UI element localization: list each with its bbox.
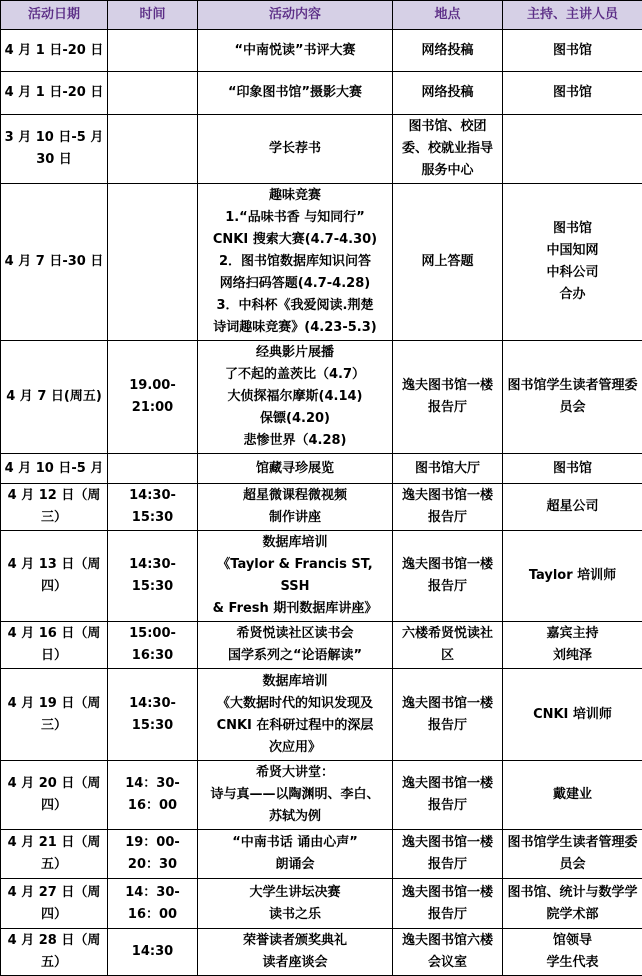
date-cell: 4 月 1 日-20 日 [1,30,108,72]
host-cell [503,30,642,72]
host-line: 中国知网 [506,240,639,262]
content-line: 趣味竞赛 [201,185,389,207]
content-line: 朗诵会 [201,854,389,876]
place-line: 逸夫图书馆一楼报告厅 [396,882,499,926]
content-line: 希贤悦读社区读书会 [201,623,389,645]
content-line: “中南悦读”书评大赛 [201,40,389,62]
place-cell [393,622,503,669]
table-row [1,115,642,184]
host-cell [503,761,642,830]
host-line: 图书馆 [506,40,639,62]
host-cell [503,72,642,115]
time-cell [108,30,198,72]
time-cell [108,115,198,184]
host-line: 嘉宾主持 [506,623,639,645]
place-cell [393,929,503,976]
content-line: 3．中科杯《我爱阅读.荆楚 [201,295,389,317]
content-line: 诗与真——以陶渊明、李白、 [201,784,389,806]
time-cell: 14:30 [108,929,198,976]
place-line: 图书馆、校团委、校就业指导服务中心 [396,116,499,182]
place-cell [393,830,503,879]
content-line: 大侦探福尔摩斯(4.14) [201,386,389,408]
place-line: 网络投稿 [396,82,499,104]
host-line: 戴建业 [506,784,639,806]
content-cell [198,341,393,454]
content-line: 馆藏寻珍展览 [201,458,389,480]
host-line: 图书馆学生读者管理委员会 [506,832,639,876]
date-cell: 4 月 7 日-30 日 [1,184,108,341]
host-cell [503,115,642,184]
content-line: 经典影片展播 [201,342,389,364]
table-row [1,929,642,976]
host-cell [503,531,642,622]
place-line: 逸夫图书馆一楼报告厅 [396,485,499,529]
host-cell [503,484,642,531]
place-cell [393,484,503,531]
place-line: 逸夫图书馆一楼报告厅 [396,375,499,419]
content-line: & Fresh 期刊数据库讲座》 [201,598,389,620]
content-line: 苏轼为例 [201,806,389,828]
host-cell [503,454,642,484]
table-row [1,531,642,622]
content-cell [198,484,393,531]
time-cell: 14：30-16：00 [108,879,198,929]
content-cell [198,184,393,341]
date-cell: 4 月 12 日（周三） [1,484,108,531]
place-cell [393,669,503,761]
time-cell [108,454,198,484]
content-cell [198,669,393,761]
place-cell [393,184,503,341]
content-cell [198,879,393,929]
place-cell [393,531,503,622]
place-cell [393,115,503,184]
place-line: 六楼希贤悦读社区 [396,623,499,667]
place-cell [393,761,503,830]
host-cell [503,184,642,341]
content-line: 数据库培训 [201,532,389,554]
content-line: “印象图书馆”摄影大赛 [201,82,389,104]
place-line: 逸夫图书馆一楼报告厅 [396,554,499,598]
content-cell [198,72,393,115]
content-cell [198,115,393,184]
header-date: 活动日期 [1,1,108,30]
header-time: 时间 [108,1,198,30]
content-line: 《大数据时代的知识发现及 [201,693,389,715]
place-line: 逸夫图书馆一楼报告厅 [396,693,499,737]
content-line: 次应用》 [201,737,389,759]
date-cell: 3 月 10 日-5 月 30 日 [1,115,108,184]
time-cell: 14:30-15:30 [108,531,198,622]
host-cell [503,341,642,454]
host-line: 图书馆 [506,82,639,104]
content-line: 国学系列之“论语解读” [201,645,389,667]
host-line: 馆领导 [506,930,639,952]
date-cell: 4 月 19 日（周三） [1,669,108,761]
table-body [1,30,642,976]
table-row [1,830,642,879]
content-cell [198,830,393,879]
place-line: 逸夫图书馆六楼会议室 [396,930,499,974]
host-cell [503,879,642,929]
place-line: 逸夫图书馆一楼报告厅 [396,832,499,876]
host-line: 图书馆、统计与数学学院学术部 [506,882,639,926]
host-cell [503,622,642,669]
place-cell [393,72,503,115]
place-cell [393,879,503,929]
place-cell [393,30,503,72]
header-content: 活动内容 [198,1,393,30]
content-line: 大学生讲坛决赛 [201,882,389,904]
date-cell: 4 月 21 日（周五） [1,830,108,879]
content-line: 了不起的盖茨比（4.7） [201,364,389,386]
host-line: 刘纯泽 [506,645,639,667]
content-line: 超星微课程微视频 [201,485,389,507]
table-row [1,454,642,484]
table-row [1,30,642,72]
content-line: 保镖(4.20) [201,408,389,430]
content-line: 诗词趣味竞赛》(4.23-5.3) [201,317,389,339]
table-row [1,484,642,531]
date-cell: 4 月 7 日(周五) [1,341,108,454]
header-place: 地点 [393,1,503,30]
header-host: 主持、主讲人员 [503,1,642,30]
table-row [1,622,642,669]
content-line: CNKI 搜索大赛(4.7-4.30) [201,229,389,251]
date-cell: 4 月 16 日（周日） [1,622,108,669]
table-row [1,184,642,341]
content-cell [198,454,393,484]
content-line: 读书之乐 [201,904,389,926]
date-cell: 4 月 10 日-5 月 [1,454,108,484]
date-cell: 4 月 20 日（周四） [1,761,108,830]
host-cell [503,830,642,879]
date-cell: 4 月 1 日-20 日 [1,72,108,115]
host-line: Taylor 培训师 [506,565,639,587]
date-cell: 4 月 13 日（周四） [1,531,108,622]
content-line: 荣誉读者颁奖典礼 [201,930,389,952]
place-line: 网络投稿 [396,40,499,62]
time-cell: 14：30-16：00 [108,761,198,830]
content-line: 希贤大讲堂： [201,762,389,784]
table-row [1,761,642,830]
content-line: 制作讲座 [201,507,389,529]
content-cell [198,761,393,830]
content-line: 学长荐书 [201,138,389,160]
table-row [1,341,642,454]
header-row [1,1,642,30]
time-cell: 14:30-15:30 [108,669,198,761]
host-cell [503,669,642,761]
place-line: 网上答题 [396,251,499,273]
content-line: CNKI 在科研过程中的深层 [201,715,389,737]
host-line: 超星公司 [506,496,639,518]
content-cell [198,929,393,976]
content-line: 网络扫码答题(4.7-4.28) [201,273,389,295]
host-line: 中科公司 [506,262,639,284]
time-cell: 14:30-15:30 [108,484,198,531]
table-row [1,669,642,761]
content-line: 读者座谈会 [201,952,389,974]
host-line: 图书馆 [506,218,639,240]
host-line: 图书馆 [506,458,639,480]
time-cell: 19.00-21:00 [108,341,198,454]
table-row [1,72,642,115]
time-cell: 15:00-16:30 [108,622,198,669]
content-line: 数据库培训 [201,671,389,693]
place-line: 图书馆大厅 [396,458,499,480]
content-cell [198,622,393,669]
host-line: CNKI 培训师 [506,704,639,726]
content-line: 悲惨世界（4.28) [201,430,389,452]
time-cell [108,184,198,341]
content-cell [198,531,393,622]
content-line: “中南书话 诵由心声” [201,832,389,854]
place-line: 逸夫图书馆一楼报告厅 [396,773,499,817]
time-cell [108,72,198,115]
content-line: 2．图书馆数据库知识问答 [201,251,389,273]
place-cell [393,341,503,454]
content-line: 1.“品味书香 与知同行” [201,207,389,229]
place-cell [393,454,503,484]
date-cell: 4 月 28 日（周五） [1,929,108,976]
table-row [1,879,642,929]
content-cell [198,30,393,72]
content-line: 《Taylor & Francis ST, SSH [201,554,389,598]
host-cell [503,929,642,976]
host-line: 图书馆学生读者管理委员会 [506,375,639,419]
date-cell: 4 月 27 日（周四） [1,879,108,929]
host-line: 学生代表 [506,952,639,974]
time-cell: 19：00-20：30 [108,830,198,879]
host-line: 合办 [506,284,639,306]
